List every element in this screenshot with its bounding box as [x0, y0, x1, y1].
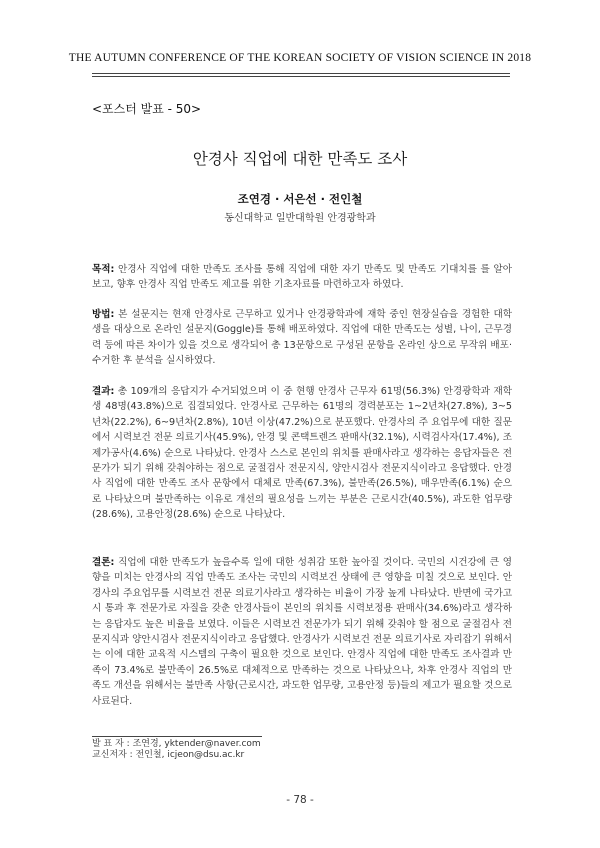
section-purpose: [92, 262, 512, 293]
section-results: [92, 384, 512, 523]
section-conclusion-text: 직업에 대한 만족도가 높을수록 일에 대한 성취감 또한 높아질 것이다. 국민의 시건강에 큰 영향을 미치는 안경사의 직업 만족도 조사는 국민의 시력보건 상태에 큰 영향을 미칠 것으로 보인다. 안경사의 주요업무를 시력보건 전문 의료기사라고 생각하는 비율이 가장 높게 나타났다. 반면에 국가고시 통과 후 전문가로 자질을 갖춘 안경사들이 본인의 위치를 시력보정용 판매사(34.6%)라고 생각하는 응답자도 높은 비율을 보였다. 이들은 시력보건 전문가가 되기 위해 갖춰야 할 점으로 굴절검사 전문지식과 양안시검사 전문지식이라고 응답했다. 안경사가 시력보건 전문 의료기사로 자리잡기 위해서는 이에 대한 교육적 시스템의 구축이 필요한 것으로 보인다. 안경사 직업에 대한 만족도 조사결과 만족이 73.4%로 불만족이 26.5%로 대체적으로 만족하는 것으로 나타났으나, 차후 안경사 직업의 만족도 개선을 위해서는 불만족 사항(근로시간, 과도한 업무량, 고용안정 등)들의 제고가 필요할 것으로 사료된다.: [92, 557, 512, 707]
poster-label: <포스터 발표 - 50>: [92, 102, 202, 116]
section-purpose-text: 안경사 직업에 대한 만족도 조사를 통해 직업에 대한 자기 만족도 및 만족도 기대치를 를 알아보고, 향후 안경사 직업 만족도 제고를 위한 기초자료를 마련하고자 하였다.: [92, 264, 512, 291]
conference-header: THE AUTUMN CONFERENCE OF THE KOREAN SOCIETY OF VISION SCIENCE IN 2018: [68, 52, 532, 64]
corresponding-value: 전인철, icjeon@dsu.ac.kr: [135, 750, 245, 760]
header-rule-top: [92, 73, 510, 74]
authors: 조연경 · 서은선 · 전인철: [237, 192, 363, 206]
affiliation: 동신대학교 일반대학원 안경광학과: [224, 213, 376, 224]
section-results-text: 총 109개의 응답지가 수거되었으며 이 중 현행 안경사 근무자 61명(56.3%) 안경광학과 재학생 48명(43.8%)으로 집결되었다. 안경사로 근무하는 61명의 경력분포는 1~2년차(27.8%), 3~5년차(22.2%), 6~9년차(2.8%), 10년 이상(47.2%)으로 분포했다. 안경사의 주 요업무에 대한 질문에서 시력보건 전문 의료기사(45.9%), 안경 및 콘택트렌즈 판매사(32.1%), 시력검사자(17.4%), 조제가공사(4.6%) 순으로 나타났다. 안경사 스스로 본인의 위치를 판매사라고 생각하는 응답자들은 전문가가 되기 위해 갖춰야하는 점으로 굴절검사 전문지식, 양안시검사 전문지식이라고 응답했다. 안경사 직업에 대한 만족도 조사 문항에서 대체로 만족(67.3%), 불만족(26.5%), 매우만족(6.1%) 순으로 나타났으며 불만족하는 이유로 개선의 필요성을 느끼는 부분은 근로시간(40.5%), 과도한 업무량(28.6%), 고용안정(28.6%) 순으로 나타났다.: [92, 386, 512, 521]
section-results-label: 결과:: [92, 386, 115, 397]
section-conclusion-label: 결론:: [92, 557, 115, 568]
presenter-value: 조연경, yktender@naver.com: [132, 739, 261, 749]
corresponding-author-info: [92, 750, 244, 761]
paper-title: 안경사 직업에 대한 만족도 조사: [192, 150, 408, 168]
section-methods-label: 방법:: [92, 309, 115, 320]
section-purpose-label: 목적:: [92, 264, 115, 275]
presenter-label: 발 표 자 :: [92, 739, 130, 749]
section-methods-text: 본 설문지는 현재 안경사로 근무하고 있거나 안경광학과에 재학 중인 현장실습을 경험한 대학생을 대상으로 온라인 설문지(Goggle)를 통해 배포하였다. 직업에 대한 만족도는 성별, 나이, 근무경력 등에 따른 차이가 있을 것으로 생각되어 총 13문항으로 구성된 문항을 온라인 상으로 무작위 배포·수거한 후 분석을 실시하였다.: [92, 309, 512, 367]
page-number: - 78 -: [286, 794, 314, 806]
corresponding-label: 교신저자 :: [92, 750, 133, 760]
header-rule-bottom: [92, 76, 510, 77]
section-conclusion: [92, 555, 512, 709]
section-methods: [92, 307, 512, 369]
presenter-info: [92, 739, 261, 750]
footer-rule: [92, 736, 262, 737]
